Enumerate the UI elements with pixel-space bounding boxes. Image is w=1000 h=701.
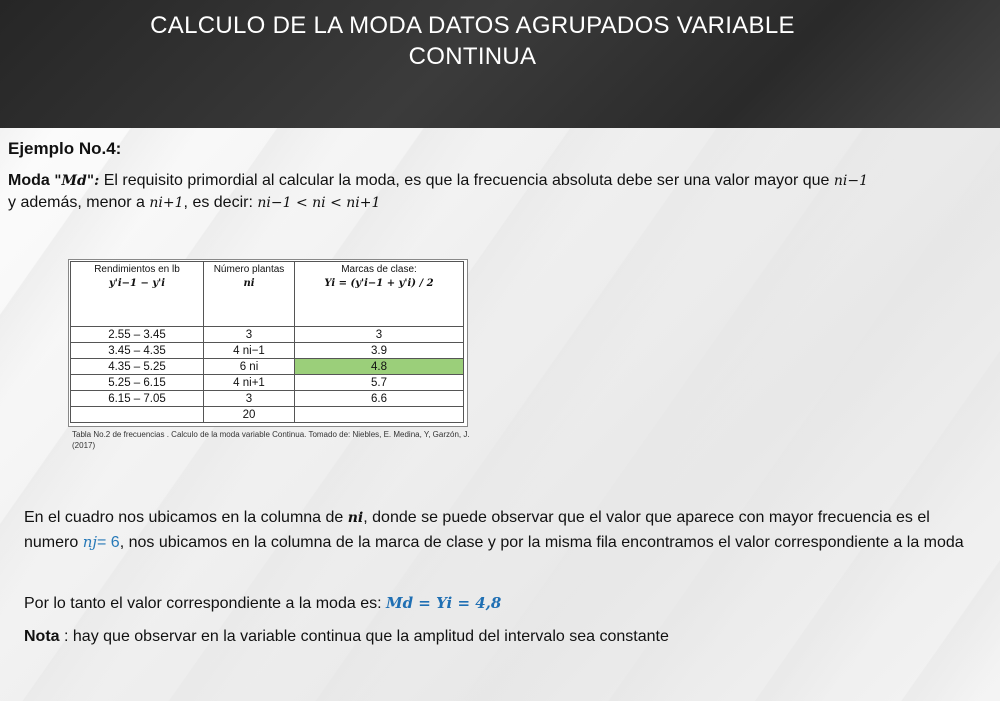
moda-word: Moda <box>8 172 50 189</box>
table-row-total: 20 <box>71 407 464 423</box>
note-line <box>24 626 669 648</box>
explanation-paragraph: En el cuadro nos ubicamos en la columna de ni, donde se puede observar que el valor que aparece con mayor frecuencia es el numero nj= 6, nos ubicamos en la columna de la marca de clase y por la misma fila encontramos el valor correspondiente a la moda <box>24 509 964 551</box>
n-j-var: nj <box>82 533 98 551</box>
title-banner <box>0 0 1000 128</box>
moda-symbol: "Md": <box>54 173 100 189</box>
highlighted-mode-cell: 4.8 <box>295 359 464 375</box>
n-j-value: = 6 <box>97 534 120 551</box>
frequency-table-image <box>68 259 468 427</box>
header-marcas-clase: Marcas de clase: Yi = (y'i−1 + y'i) / 2 <box>295 262 464 327</box>
frequency-table <box>70 261 464 423</box>
mode-result: Md = Yi = 4,8 <box>385 594 502 612</box>
example-heading: Ejemplo No.4: <box>8 139 122 158</box>
page-title <box>0 10 945 72</box>
table-row: 2.55 – 3.45 3 3 <box>71 327 464 343</box>
requirement-text: El requisito primordial al calcular la moda, es que la frecuencia absoluta debe ser una valor mayor que <box>99 172 834 189</box>
table-row: 6.15 – 7.05 3 6.6 <box>71 391 464 407</box>
table-row: 5.25 – 6.15 4 ni+1 5.7 <box>71 375 464 391</box>
table-row: 4.35 – 5.25 6 ni 4.8 <box>71 359 464 375</box>
inequality: ni−1 < ni < ni+1 <box>257 195 381 211</box>
title-line-2: CONTINUA <box>408 43 537 70</box>
header-numero-plantas: Número plantas ni <box>204 262 295 327</box>
moda-definition <box>8 170 998 214</box>
result-line: Por lo tanto el valor correspondiente a la moda es: Md = Yi = 4,8 <box>24 594 502 612</box>
header-rendimientos: Rendimientos en lb y'i−1 − y'i <box>71 262 204 327</box>
and-less-text: y además, menor a <box>8 194 150 211</box>
title-line-1: CALCULO DE LA MODA DATOS AGRUPADOS VARIABLE <box>150 12 795 39</box>
table-caption: Tabla No.2 de frecuencias . Calculo de la moda variable Continua. Tomado de: Niebles, E. Medina, Y, Garzón, J. (2017) <box>72 430 470 450</box>
n-i-minus-1: ni−1 <box>833 173 869 189</box>
n-i-plus-1: ni+1 <box>149 195 184 211</box>
note-label: Nota <box>24 628 60 645</box>
table-row: 3.45 – 4.35 4 ni−1 3.9 <box>71 343 464 359</box>
es-decir-text: , es decir: <box>183 194 258 211</box>
note-text: : hay que observar en la variable continua que la amplitud del intervalo sea constante <box>59 628 669 645</box>
n-i-bold: ni <box>347 510 364 526</box>
